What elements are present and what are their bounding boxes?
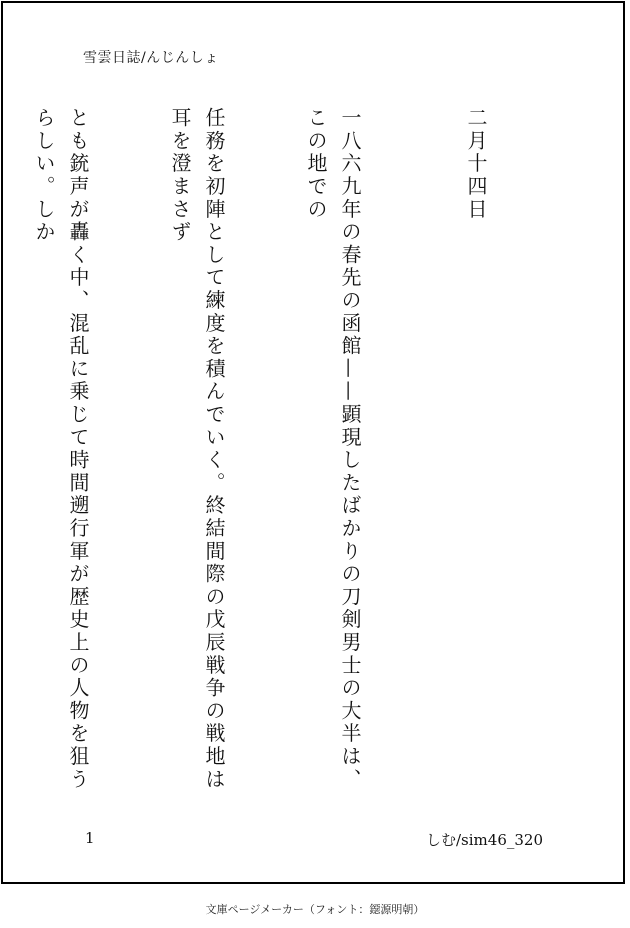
vertical-body-text	[0, 107, 561, 807]
date-heading	[459, 107, 493, 807]
body-line: 一八六九年の春先の函館——顕現したばかりの刀剣男士の大半は、この地での	[304, 107, 362, 791]
page-number: 1	[85, 829, 95, 847]
generator-credit: 文庫ページメーカー（フォント：鐚源明朝）	[205, 903, 425, 916]
body-line: とも銃声が轟く中、混乱に乗じて時間遡行軍が歴史上の人物を狙うらしい。しか	[32, 107, 90, 791]
date-heading-text: 二月十四日	[464, 107, 488, 221]
page-frame	[1, 1, 625, 884]
body-line: 任務を初陣として練度を積んでいく。終結間際の戊辰戦争の戦地は耳を澄まさず	[168, 107, 226, 791]
author-credit: しむ/sim46_320	[426, 831, 543, 849]
running-header-title: 雪雲日誌/んじんしょ	[83, 50, 219, 66]
